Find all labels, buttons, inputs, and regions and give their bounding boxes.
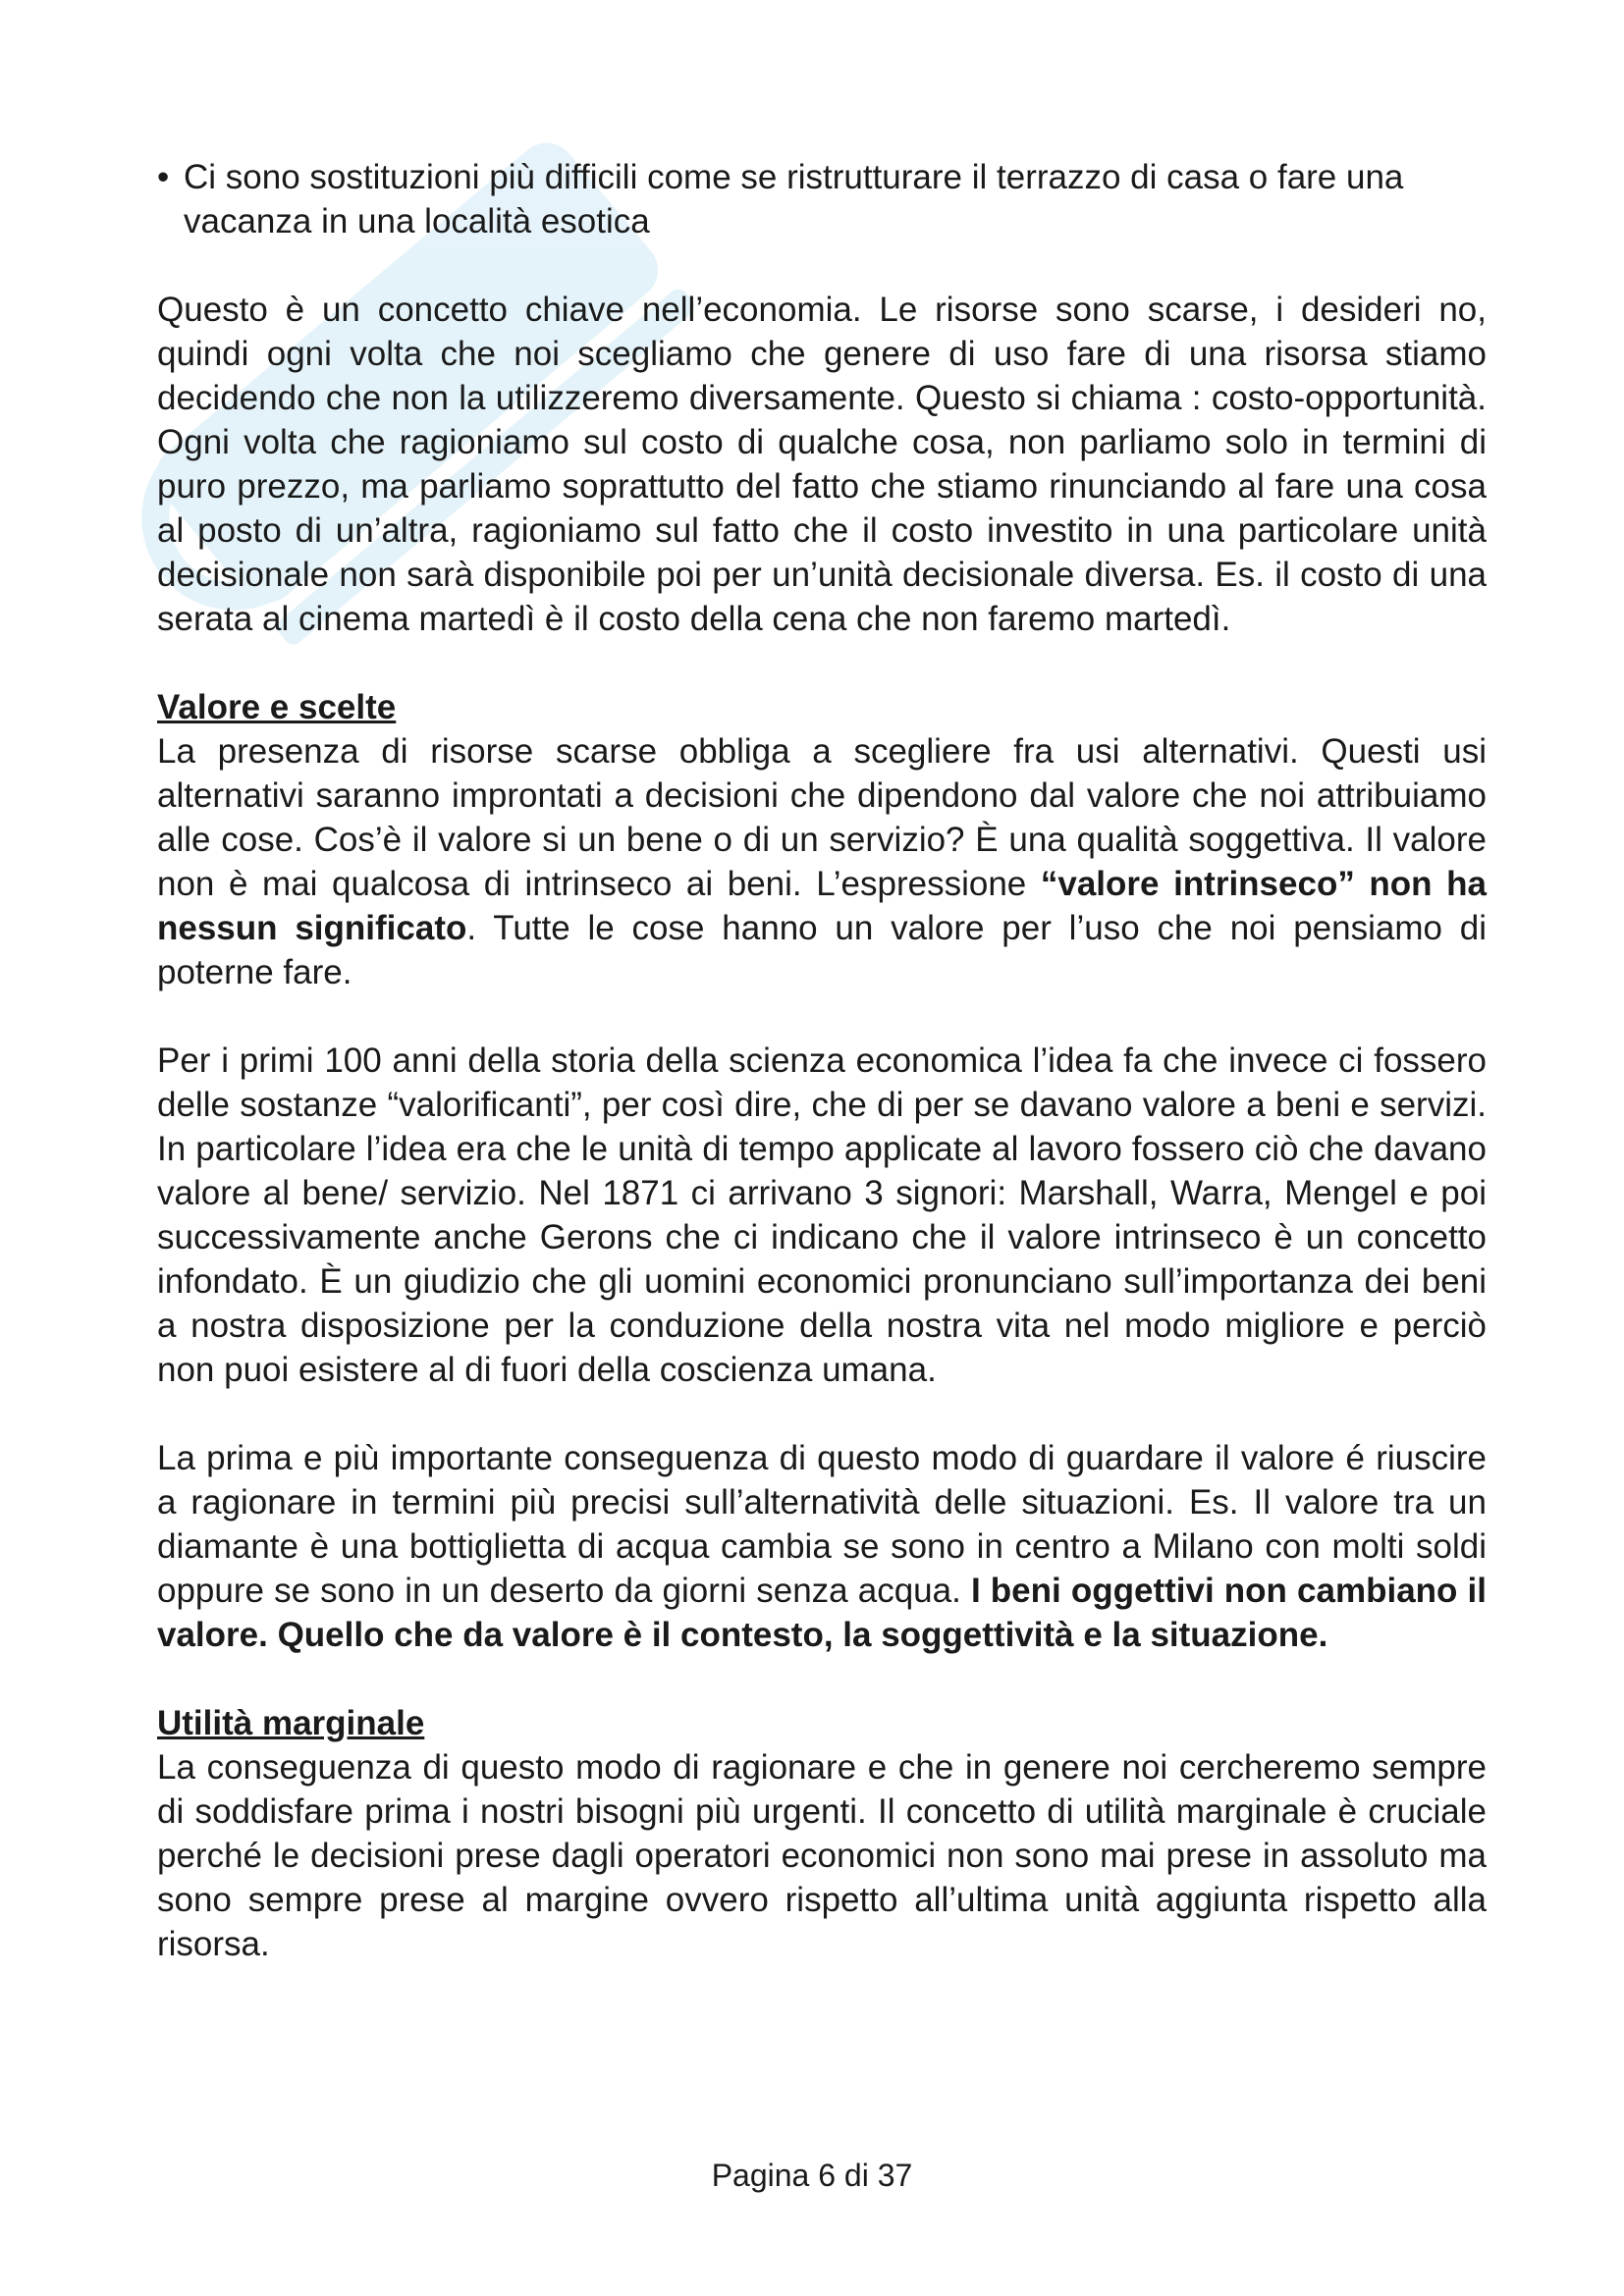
- paragraph-valore-1: [157, 729, 1487, 994]
- paragraph-valore-1-start: La presenza di risorse scarse obbliga a scegliere fra usi alternativi. Questi usi alternativi saranno improntati a decisioni che dipendono dal valore che noi attribuiamo alle cose. Cos’è il valore si un bene o di un servizio? È una qualità soggettiva. Il valore non è mai qualcosa di intrinseco ai beni. L’espressione: [157, 732, 1487, 903]
- paragraph-utilita-1: La conseguenza di questo modo di ragionare e che in genere noi cercheremo sempre di soddisfare prima i nostri bisogni più urgenti. Il concetto di utilità marginale è cruciale perché le decisioni prese dagli operatori economici non sono mai prese in assoluto ma sono sempre prese al margine ovvero rispetto all’ultima unità aggiunta rispetto alla risorsa.: [157, 1748, 1487, 1963]
- heading-valore-e-scelte: Valore e scelte: [157, 688, 397, 726]
- page-footer: Pagina 6 di 37: [711, 2158, 913, 2193]
- page-content: [157, 155, 1487, 1966]
- bullet-text: Ci sono sostituzioni più difficili come se ristrutturare il terrazzo di casa o fare una vacanza in una località esotica: [184, 158, 1404, 240]
- bullet-marker: •: [157, 158, 170, 196]
- paragraph-valore-3-bold: I beni oggettivi non cambiano il valore. Quello che da valore è il contesto, la soggettività e la situazione.: [157, 1572, 1488, 1654]
- paragraph-valore-1-end: . Tutte le cose hanno un valore per l’uso che noi pensiamo di poterne fare.: [157, 909, 1487, 991]
- bullet-item: [157, 155, 1487, 243]
- paragraph-valore-2: Per i primi 100 anni della storia della scienza economica l’idea fa che invece ci fossero delle sostanze “valorificanti”, per così dire, che di per se davano valore a beni e servizi. In particolare l’idea era che le unità di tempo applicate al lavoro fossero ciò che davano valore al bene/ servizio. Nel 1871 ci arrivano 3 signori: Marshall, Warra, Mengel e poi successivamente anche Gerons che ci indicano che il valore intrinseco è un concetto infondato. È un giudizio che gli uomini economici pronunciano sull’importanza dei beni a nostra disposizione per la conduzione della nostra vita nel modo migliore e perciò non puoi esistere al di fuori della coscienza umana.: [157, 1041, 1487, 1389]
- paragraph-valore-3-start: La prima e più importante conseguenza di questo modo di guardare il valore é riuscire a ragionare in termini più precisi sull’alternatività delle situazioni. Es. Il valore tra un diamante è una bottiglietta di acqua cambia se sono in centro a Milano con molti soldi oppure se sono in un deserto da giorni senza acqua.: [157, 1439, 1487, 1610]
- paragraph-costo-opportunita: Questo è un concetto chiave nell’economia. Le risorse sono scarse, i desideri no, quindi ogni volta che noi scegliamo che genere di uso fare di una risorsa stiamo decidendo che non la utilizzeremo diversamente. Questo si chiama : costo-opportunità. Ogni volta che ragioniamo sul costo di qualche cosa, non parliamo solo in termini di puro prezzo, ma parliamo soprattutto del fatto che stiamo rinunciando al fare una cosa al posto di un’altra, ragioniamo sul fatto che il costo investito in una particolare unità decisionale non sarà disponibile poi per un’unità decisionale diversa. Es. il costo di una serata al cinema martedì è il costo della cena che non faremo martedì.: [157, 291, 1487, 638]
- paragraph-valore-3: [157, 1436, 1487, 1657]
- paragraph-valore-1-bold: “valore intrinseco” non ha nessun significato: [157, 865, 1487, 947]
- heading-utilita-marginale: Utilità marginale: [157, 1704, 425, 1742]
